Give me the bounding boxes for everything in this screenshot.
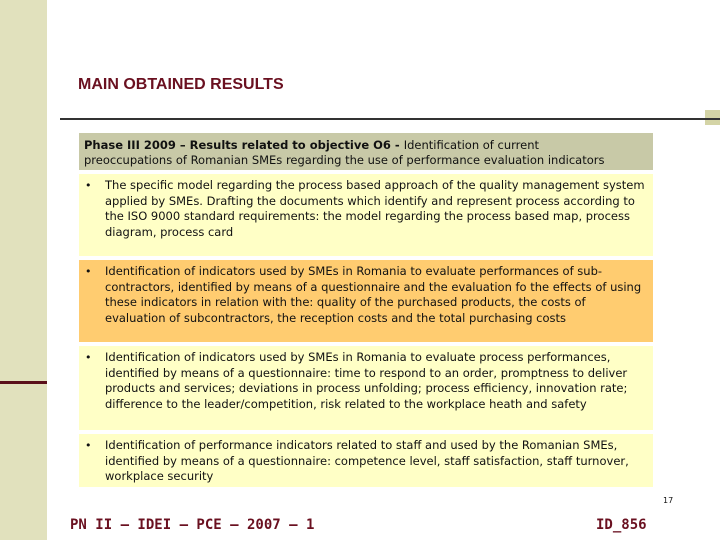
table-row bbox=[79, 346, 653, 430]
left-decorative-band bbox=[0, 0, 47, 540]
bullet-icon: • bbox=[85, 179, 92, 192]
row-text: Identification of performance indicators related to staff and used by the Romanian SMEs, identified by means of a questionnaire: competence level, staff satisfaction, staff turnover, workplace security bbox=[105, 438, 629, 484]
header-objective-text: Identification of current bbox=[403, 138, 539, 152]
header-phase-label: Phase III 2009 – Results related to objective O6 - bbox=[84, 138, 404, 152]
footer-project-code: PN II – IDEI – PCE – 2007 – 1 bbox=[70, 517, 315, 533]
row-text: Identification of indicators used by SMEs in Romania to evaluate performances of sub-contractors, identified by means of a questionnaire and the evaluation fo the effects of using these indicators in relation with the: quality of the purchased products, the costs of evaluation of subcontractors, the reception costs and the total purchasing costs bbox=[105, 264, 642, 326]
title-divider bbox=[60, 118, 720, 120]
table-row bbox=[79, 260, 653, 342]
bullet-icon: • bbox=[85, 265, 92, 278]
bullet-icon: • bbox=[85, 351, 92, 364]
bullet-icon: • bbox=[85, 439, 92, 452]
slide-title: MAIN OBTAINED RESULTS bbox=[78, 76, 284, 93]
table-row bbox=[79, 174, 653, 256]
footer-project-id: ID_856 bbox=[596, 517, 647, 533]
row-text: The specific model regarding the process based approach of the quality management system applied by SMEs. Drafting the documents which identify and represent process according to the ISO 9000 standard requirements: the model regarding the process based map, process diagram, process card bbox=[105, 178, 645, 240]
table-header bbox=[79, 133, 653, 170]
table-row bbox=[79, 434, 653, 487]
results-table bbox=[79, 133, 653, 487]
page-number: 17 bbox=[663, 496, 674, 505]
header-subtitle: preoccupations of Romanian SMEs regarding the use of performance evaluation indicators bbox=[84, 153, 605, 167]
row-text: Identification of indicators used by SMEs in Romania to evaluate process performances, identified by means of a questionnaire: time to respond to an order, promptness to deliver products and services; deviations in process unfolding; process efficiency, innovation rate; difference to the leader/competition, risk related to the workplace heath and safety bbox=[105, 350, 628, 412]
left-accent-bar bbox=[0, 381, 47, 384]
